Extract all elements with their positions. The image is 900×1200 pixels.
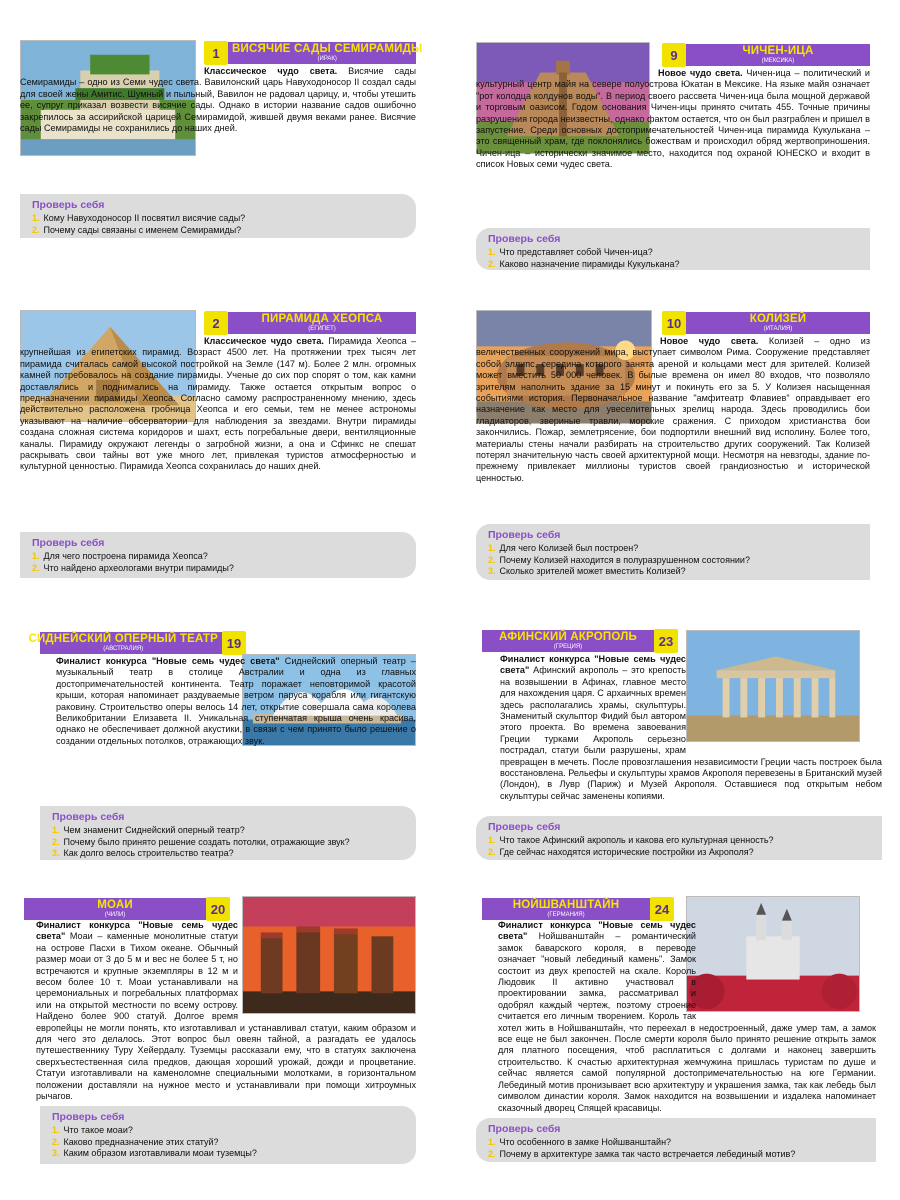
card-body: Колизей – одно из величественных сооружений мира, выступает символом Рима. Сооружение представляет собой эллипс, середина которого занята ареной и кольцами мест для зрителей. Колизей может вместить 50 000 человек. В былые времена он имел 80 входов, что позволяло зрителям наполнить здание за 15 минут и покинуть его за 5. У Колизея насыщенная событиями история. Первоначальное название "амфитеатр Флавиев" оправдывает его назначение как место для увеселительных зрелищ народа. Здесь проводились бои гладиаторов, звериные травли, морские сражения. С приходом христианства бои закончились. Пожар, землетрясение, бои подпортили внешний вид исполину. Более того, материалы стены начали разбирать на строительство других сооружений. Так Колизей потерял значительную часть своей архитектурной мощи. Несмотря на невзгоды, здание по-прежнему привлекает миллионы туристов своей грандиозностью и исторической ценностью. xyxy=(476,336,871,483)
question-item: 1. Что представляет собой Чичен-ица? xyxy=(488,247,653,257)
card-lead: Финалист конкурса "Новые семь чудес света" xyxy=(56,656,280,666)
card-text xyxy=(20,336,416,473)
check-yourself xyxy=(20,532,416,578)
question-item: 2. Почему сады связаны с именем Семирамиды? xyxy=(32,224,242,235)
question-item: 1. Для чего Колизей был построен? xyxy=(488,543,639,553)
card-number: 23 xyxy=(654,629,678,653)
card-header xyxy=(28,632,246,654)
card-hanging-gardens xyxy=(20,40,440,240)
card-lead: Новое чудо света. xyxy=(660,336,759,346)
card-text xyxy=(500,654,882,802)
question-item: 2. Почему было принято решение создать потолки, отражающие звук? xyxy=(52,836,350,847)
card-text xyxy=(498,920,876,1114)
card-number: 10 xyxy=(662,311,686,335)
card-acropolis xyxy=(482,630,900,860)
card-number: 2 xyxy=(204,311,228,335)
card-lead: Финалист конкурса "Новые семь чудес света" xyxy=(498,920,696,942)
check-title: Проверь себя xyxy=(488,821,561,833)
card-title: МОАИ xyxy=(97,898,133,911)
check-yourself xyxy=(40,1106,416,1164)
question-item: 1. Чем знаменит Сиднейский оперный театр? xyxy=(52,825,245,835)
card-colosseum xyxy=(476,310,896,590)
card-pyramid-cheops xyxy=(20,310,440,580)
card-country: (ГЕРМАНИЯ) xyxy=(547,912,585,919)
card-title: СИДНЕЙСКИЙ ОПЕРНЫЙ ТЕАТР xyxy=(28,632,218,645)
check-title: Проверь себя xyxy=(32,537,105,549)
question-item: 1. Кому Навуходоносор II посвятил висячие сады? xyxy=(32,213,246,223)
card-body: Нойшванштайн – романтический замок баварского короля, в переводе означает "новый лебединый камень". Замок состоит из двух крепостей на скале. Король Людовик II активно участвовал в проектировании замка, рассматривал и одобрял каждый чертеж, поэтому строение считается его личным творением. Король так хотел жить в Нойшванштайн, что переехал в недостроенный, даже умер там, а замок все еще не был закончен. После смерти короля было принято решение открыть замок для платного посещения, чтоб расплатиться с долгами и наконец завершить строительство. К счастью архитектурная жемчужина пришлась туристам по душе и сейчас является самой популярной достопримечательностью на юге Германии. Лебединый мотив пронизывает всю архитектуру и украшения замка, так как лебедь был символом династии короля. Замок находится на возвышении и издалека напоминает сказочный дворец Спящей красавицы. xyxy=(498,931,876,1113)
card-title: ВИСЯЧИЕ САДЫ СЕМИРАМИДЫ xyxy=(232,42,423,55)
card-text xyxy=(20,66,416,134)
card-header xyxy=(24,898,230,920)
card-header xyxy=(482,898,674,920)
card-moai xyxy=(20,896,440,1166)
card-country: (АВСТРАЛИЯ) xyxy=(103,646,144,653)
check-yourself xyxy=(40,806,416,860)
card-number: 9 xyxy=(662,43,686,67)
card-body: Моаи – каменные монолитные статуи на острове Пасхи в Тихом океане. Обычный размер моаи от 3 до 5 м и вес не более 5 т, но встречаются и крупные экземпляры в 12 м и весом более 10 т. Моаи устанавливали на церемониальных и погребальных платформах или на открытой местности по всему острову. Найдено более 900 статуй. Долгое время европейцы не могли понять, кто изготавливал и устанавливал статуи, каким образом и для чего это делалось. Этот вопрос был овеян тайной, а разгадать ее удалось путешественнику Туру Хейердалу. Туземцы рассказали ему, что в статуях заключена сверхъестественная сила предков, дающая хороший урожай, дожди и процветание. Статуи изготавливали на каменоломне специальными молотками, в горизонтальном положении доставляли на нужное место и устанавливали при помощи хитроумных рычагов. xyxy=(36,931,416,1102)
question-item: 2. Каково назначение пирамиды Кукулькана? xyxy=(488,258,680,269)
card-sydney-opera xyxy=(20,630,440,860)
card-text xyxy=(36,920,416,1103)
card-lead: Классическое чудо света. xyxy=(204,66,338,76)
question-item: 3. Как долго велось строительство театра? xyxy=(52,848,234,858)
card-text xyxy=(476,68,870,171)
check-yourself xyxy=(476,816,882,860)
card-country: (ИРАК) xyxy=(317,56,337,63)
card-country: (МЕКСИКА) xyxy=(761,58,795,65)
card-country: (ЕГИПЕТ) xyxy=(308,326,336,333)
question-item: 1. Что особенного в замке Нойшванштайн? xyxy=(488,1137,672,1147)
check-title: Проверь себя xyxy=(32,199,105,211)
card-number: 20 xyxy=(206,897,230,921)
card-number: 1 xyxy=(204,41,228,65)
card-country: (ЧИЛИ) xyxy=(104,912,126,919)
card-body: Чичен-ица – политический и культурный центр майя на севере полуострова Юкатан в Мексике. На языке майя означает "рот колодца колдунов воды". В период своего рассвета Чичен-ица была мощной державой и торговым оазисом. Годом основания Чичен-ицы принято считать 455. Точные причины разрушения города неизвестны, однако фактом остается, что он был разграблен и пришел в запустение. Среди основных достопримечательностей Чичен-ица пирамида Кукулькана – это священный храм, где поклонялись божествам и происходил обряд жертвоприношения. Чичен-ица – исторически значимое место, находится под охраной ЮНЕСКО и входит в список Новых семи чудес света. xyxy=(476,68,871,170)
card-body: Сиднейский оперный театр – музыкальный театр в столице Австралии и одна из главных достопримечательностей континента. Театр поражает неповторимой красотой крыши, которая напоминает раздуваемые ветром паруса корабля или гигантскую раковину. Строительство оперы велось 14 лет, открытие совершала сама королева Великобритании Елизавета II. Уникальная ступенчатая крыша очень красива, однако не обеспечивает должной акустики, в связи с чем принято было решение о создании отдельных потолков, отражающих звук. xyxy=(56,656,416,746)
card-country: (ГРЕЦИЯ) xyxy=(553,644,583,651)
check-yourself xyxy=(20,194,416,238)
card-title: АФИНСКИЙ АКРОПОЛЬ xyxy=(499,630,637,643)
card-body: Афинский акрополь – это крепость на возвышении в Афинах, главное место для нахождения царя. С архаичных времен здесь располагались храмы, скульптуры. Знаменитый скульптор Фидий был автором этого проекта. Во времена завоевания Греции турками Акрополь серьезно пострадал, статуи были разрушены, храм превращен в мечеть. После провозглашения независимости Греции часть построек была восстановлена. Рельефы и скульптуры храмов Акрополя перевезены в Британский музей (Лондон), в Лувр (Париж) и Музей Акрополя. Оставшиеся под открытым небом скульптуры сейчас заменены копиями. xyxy=(500,665,882,801)
card-body: Висячие сады Семирамиды – одно из Семи чудес света. Вавилонский царь Навуходоносор II создал сады для своей жены Амитис. Шумный и пыльный, Вавилон не радовал царицу, и, чтобы утешить ее, супруг приказал возвести висячие сады. Однако в истории название садов ошибочно закрепилось за ассирийской царицей Семирамидой, жившей двумя веками ранее. Висячие сады Семирамиды не сохранились до наших дней. xyxy=(20,66,416,134)
card-header xyxy=(204,42,423,64)
card-title: ЧИЧЕН-ИЦА xyxy=(742,44,814,57)
card-header xyxy=(482,630,678,652)
check-title: Проверь себя xyxy=(52,811,125,823)
card-title: НОЙШВАНШТАЙН xyxy=(512,898,620,911)
check-title: Проверь себя xyxy=(488,529,561,541)
card-lead: Новое чудо света. xyxy=(658,68,743,78)
question-item: 2. Каково предназначение этих статуй? xyxy=(52,1136,219,1147)
card-text xyxy=(476,336,870,484)
card-text xyxy=(56,656,416,747)
card-header xyxy=(662,44,870,66)
check-yourself xyxy=(476,524,870,580)
card-body: Пирамида Хеопса – крупнейшая из египетских пирамид. Возраст 4500 лет. На протяжении трех тысяч лет пирамида считалась самой высокой постройкой на Земле (147 м). Более 2 млн. огромных камней потребовалось на создание пирамиды. Ученые до сих пор спорят о том, как камни доставлялись и поднимались на пирамиду. Также остается открытым вопрос о предназначении пирамиды Хеопса. Согласно самому распространенному мнению, здесь действительно расположена гробница Хеопса и его семьи, тем не менее астрономы указывают на наличие обсерватории для наблюдения за звездами. Внутри пирамиды создана сложная система коридоров и шахт, есть погребальные двери, вентиляционные каналы. Пирамиду окружают легенды о загробной жизни, а она и Сфинкс не спешат раскрывать свои тайны вот уже много лет, привлекая туристов атмосферностью и культурной ценностью. Пирамида Хеопса сохранилась до наших дней. xyxy=(20,336,416,472)
card-number: 19 xyxy=(222,631,246,655)
check-title: Проверь себя xyxy=(52,1111,125,1123)
card-neuschwanstein xyxy=(482,896,900,1166)
card-chichen-itza xyxy=(476,40,896,270)
question-item: 2. Что найдено археологами внутри пирамиды? xyxy=(32,562,234,573)
question-item: 3. Сколько зрителей может вместить Колизей? xyxy=(488,566,686,576)
card-lead: Финалист конкурса "Новые семь чудес света" xyxy=(36,920,238,942)
question-item: 1. Что такое Афинский акрополь и какова его культурная ценность? xyxy=(488,835,774,845)
question-item: 3. Каким образом изготавливали моаи туземцы? xyxy=(52,1148,257,1158)
card-title: ПИРАМИДА ХЕОПСА xyxy=(261,312,383,325)
card-lead: Финалист конкурса "Новые семь чудес света" xyxy=(500,654,686,676)
question-item: 2. Почему Колизей находится в полуразрушенном состоянии? xyxy=(488,554,750,565)
card-number: 24 xyxy=(650,897,674,921)
card-country: (ИТАЛИЯ) xyxy=(763,326,793,333)
card-header xyxy=(662,312,870,334)
card-title: КОЛИЗЕЙ xyxy=(749,312,807,325)
question-item: 2. Где сейчас находятся исторические постройки из Акрополя? xyxy=(488,846,754,857)
check-title: Проверь себя xyxy=(488,1123,561,1135)
card-lead: Классическое чудо света. xyxy=(204,336,324,346)
card-header xyxy=(204,312,416,334)
question-item: 2. Почему в архитектуре замка так часто встречается лебединый мотив? xyxy=(488,1148,796,1159)
check-title: Проверь себя xyxy=(488,233,561,245)
question-item: 1. Для чего построена пирамида Хеопса? xyxy=(32,551,208,561)
check-yourself xyxy=(476,1118,876,1162)
check-yourself xyxy=(476,228,870,270)
question-item: 1. Что такое моаи? xyxy=(52,1125,133,1135)
